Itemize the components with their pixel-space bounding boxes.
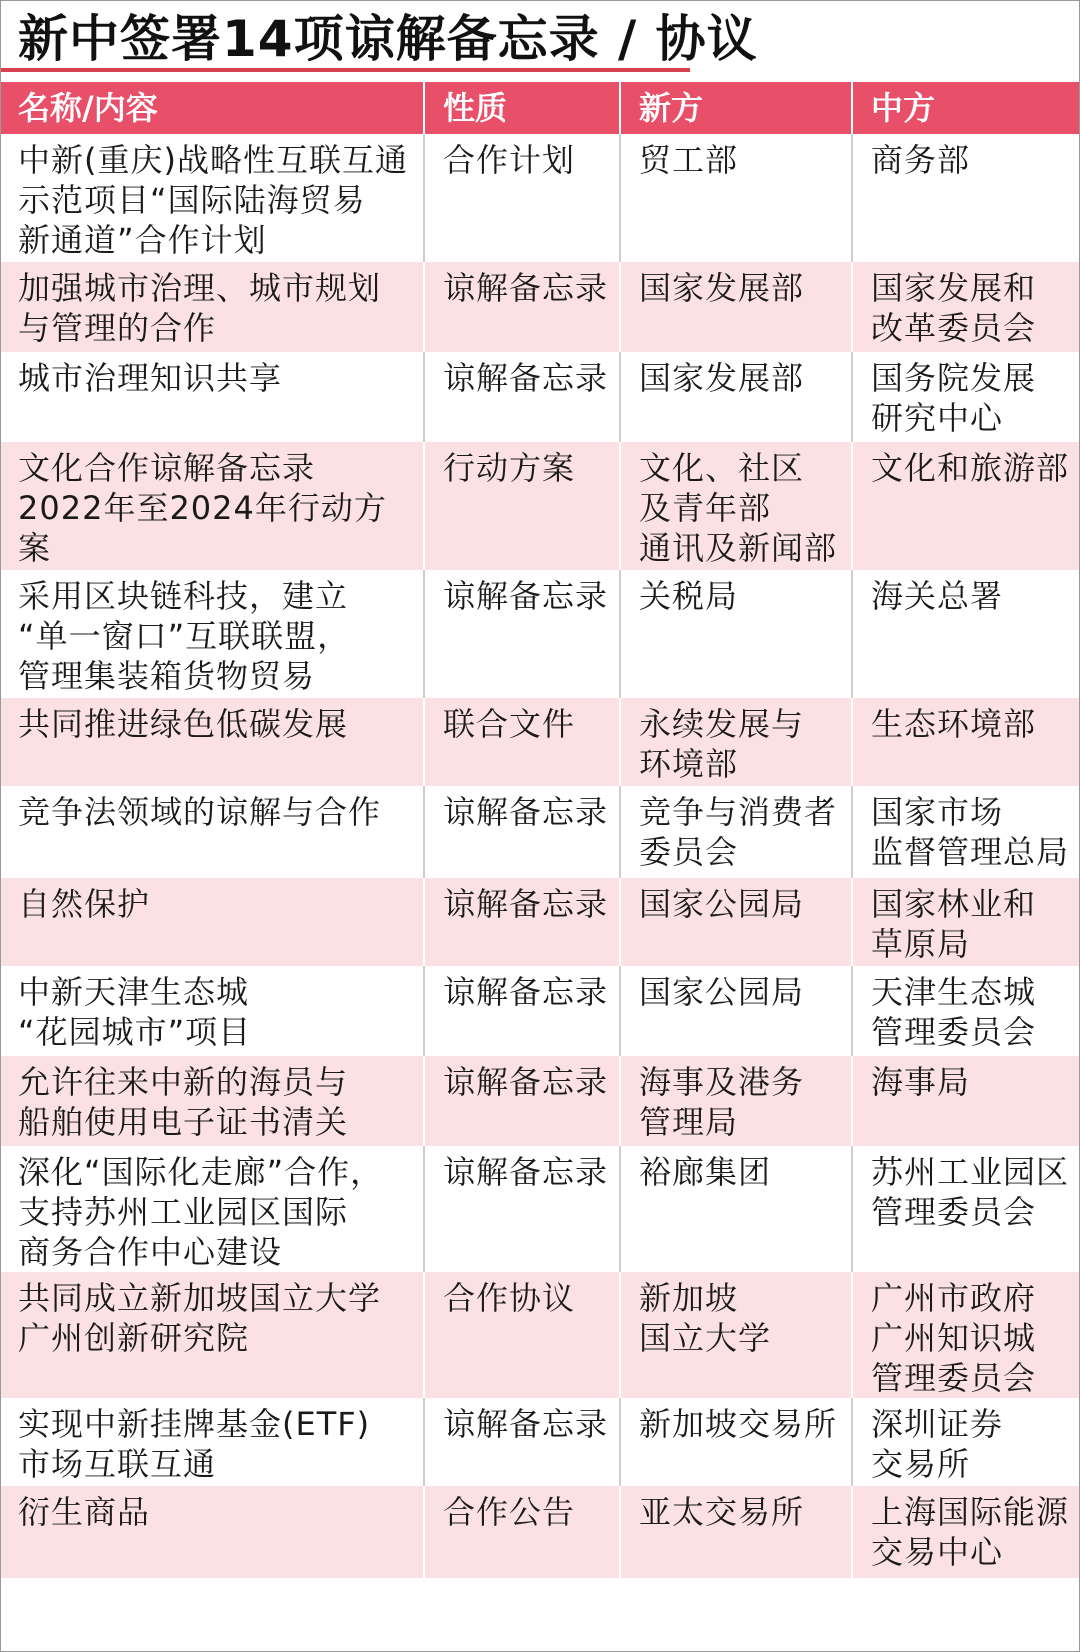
cell-text: 允许往来中新的海员与 船舶使用电子证书清关 [18,1063,349,1141]
table-row [0,1486,1080,1578]
header-china-side: 中方 [871,89,936,127]
row-name-cell [0,1486,424,1578]
cell-text: 衍生商品 [18,1493,151,1531]
table-row [0,134,1080,262]
row-china-cell [852,134,1080,262]
cell-text: 加强城市治理、城市规划 与管理的合作 [18,269,382,347]
row-china-cell [852,1398,1080,1486]
cell-text: 谅解备忘录 [443,973,609,1011]
row-singapore-cell [620,352,852,442]
title-bar [0,0,1080,80]
row-nature-cell [424,1056,620,1146]
row-china-cell [852,352,1080,442]
cell-text: 海事及港务 管理局 [639,1063,805,1141]
cell-text: 苏州工业园区 管理委员会 [871,1153,1070,1231]
row-china-cell [852,786,1080,878]
row-name-cell [0,698,424,786]
table-row [0,966,1080,1056]
cell-text: 文化和旅游部 [871,449,1070,487]
row-singapore-cell [620,1486,852,1578]
row-singapore-cell [620,1398,852,1486]
cell-text: 永续发展与 环境部 [639,705,805,783]
cell-text: 文化、社区 及青年部 通讯及新闻部 [639,449,838,567]
cell-text: 谅解备忘录 [443,577,609,615]
cell-text: 海事局 [871,1063,971,1101]
cell-text: 实现中新挂牌基金(ETF) 市场互联互通 [18,1405,371,1483]
row-singapore-cell [620,878,852,966]
cell-text: 谅解备忘录 [443,1405,609,1443]
table-row [0,1398,1080,1486]
row-name-cell [0,134,424,262]
cell-text: 行动方案 [443,449,576,487]
table-row [0,1146,1080,1272]
cell-text: 谅解备忘录 [443,1063,609,1101]
cell-text: 谅解备忘录 [443,1153,609,1191]
cell-text: 合作计划 [443,141,576,179]
row-china-cell [852,570,1080,698]
cell-text: 合作公告 [443,1493,576,1531]
title-underline [0,68,690,72]
cell-text: 城市治理知识共享 [18,359,283,397]
cell-text: 新加坡交易所 [639,1405,838,1443]
table-row [0,570,1080,698]
row-nature-cell [424,698,620,786]
row-nature-cell [424,442,620,570]
row-nature-cell [424,878,620,966]
row-singapore-cell [620,570,852,698]
cell-text: 深圳证券 交易所 [871,1405,1004,1483]
row-china-cell [852,1056,1080,1146]
row-singapore-cell [620,1146,852,1272]
cell-text: 国家公园局 [639,973,805,1011]
table-header-row [0,82,1080,134]
cell-text: 共同推进绿色低碳发展 [18,705,349,743]
cell-text: 谅解备忘录 [443,359,609,397]
row-nature-cell [424,1146,620,1272]
cell-text: 中新天津生态城 “花园城市”项目 [18,973,252,1051]
row-name-cell [0,570,424,698]
row-china-cell [852,1146,1080,1272]
cell-text: 关税局 [639,577,739,615]
row-singapore-cell [620,442,852,570]
cell-text: 共同成立新加坡国立大学 广州创新研究院 [18,1279,382,1357]
row-name-cell [0,1398,424,1486]
cell-text: 竞争与消费者 委员会 [639,793,838,871]
cell-text: 合作协议 [443,1279,576,1317]
cell-text: 国家发展部 [639,359,805,397]
row-singapore-cell [620,966,852,1056]
cell-text: 国家发展部 [639,269,805,307]
row-singapore-cell [620,698,852,786]
header-name-content: 名称/内容 [0,82,424,134]
cell-text: 谅解备忘录 [443,793,609,831]
cell-text: 天津生态城 管理委员会 [871,973,1037,1051]
cell-text: 裕廊集团 [639,1153,772,1191]
row-name-cell [0,1272,424,1398]
cell-text: 亚太交易所 [639,1493,805,1531]
cell-text: 深化“国际化走廊”合作， 支持苏州工业园区国际 商务合作中心建设 [18,1153,384,1271]
table-row [0,352,1080,442]
table-row [0,1272,1080,1398]
row-nature-cell [424,1486,620,1578]
row-china-cell [852,966,1080,1056]
cell-text: 谅解备忘录 [443,269,609,307]
row-name-cell [0,262,424,352]
row-singapore-cell [620,1272,852,1398]
row-china-cell [852,878,1080,966]
cell-text: 海关总署 [871,577,1004,615]
table-row [0,878,1080,966]
header-singapore-side: 新方 [620,82,852,134]
cell-text: 采用区块链科技，建立 “单一窗口”互联联盟， 管理集装箱货物贸易 [18,577,351,695]
row-name-cell [0,786,424,878]
table-row [0,786,1080,878]
cell-text: 广州市政府 广州知识城 管理委员会 [871,1279,1037,1397]
cell-text: 商务部 [871,141,971,179]
cell-text: 上海国际能源 交易中心 [871,1493,1070,1571]
row-china-cell [852,1486,1080,1578]
row-singapore-cell [620,1056,852,1146]
cell-text: 竞争法领域的谅解与合作 [18,793,382,831]
row-singapore-cell [620,786,852,878]
row-singapore-cell [620,262,852,352]
row-nature-cell [424,786,620,878]
cell-text: 国家林业和 草原局 [871,885,1037,963]
cell-text: 自然保护 [18,885,151,923]
cell-text: 中新(重庆)战略性互联互通 示范项目“国际陆海贸易 新通道”合作计划 [18,141,408,259]
cell-text: 文化合作谅解备忘录 2022年至2024年行动方案 [18,449,387,567]
row-singapore-cell [620,134,852,262]
row-nature-cell [424,134,620,262]
row-name-cell [0,442,424,570]
row-nature-cell [424,352,620,442]
row-name-cell [0,1146,424,1272]
cell-text: 国家市场 监督管理总局 [871,793,1070,871]
cell-text: 国务院发展 研究中心 [871,359,1037,437]
cell-text: 贸工部 [639,141,739,179]
row-china-cell [852,262,1080,352]
cell-text: 国家公园局 [639,885,805,923]
cell-text: 生态环境部 [871,705,1037,743]
row-china-cell [852,1272,1080,1398]
row-name-cell [0,878,424,966]
cell-text: 谅解备忘录 [443,885,609,923]
row-china-cell [852,442,1080,570]
table-row [0,442,1080,570]
cell-text: 国家发展和 改革委员会 [871,269,1037,347]
row-nature-cell [424,570,620,698]
row-china-cell [852,698,1080,786]
row-nature-cell [424,1398,620,1486]
table-row [0,262,1080,352]
agreements-table [0,82,1080,1578]
page-title: 新中签署14项谅解备忘录 / 协议 [18,10,758,68]
cell-text: 新加坡 国立大学 [639,1279,772,1357]
row-nature-cell [424,1272,620,1398]
row-name-cell [0,966,424,1056]
row-name-cell [0,1056,424,1146]
header-nature: 性质 [424,82,620,134]
row-name-cell [0,352,424,442]
row-nature-cell [424,966,620,1056]
cell-text: 联合文件 [443,705,576,743]
table-row [0,698,1080,786]
row-nature-cell [424,262,620,352]
table-row [0,1056,1080,1146]
